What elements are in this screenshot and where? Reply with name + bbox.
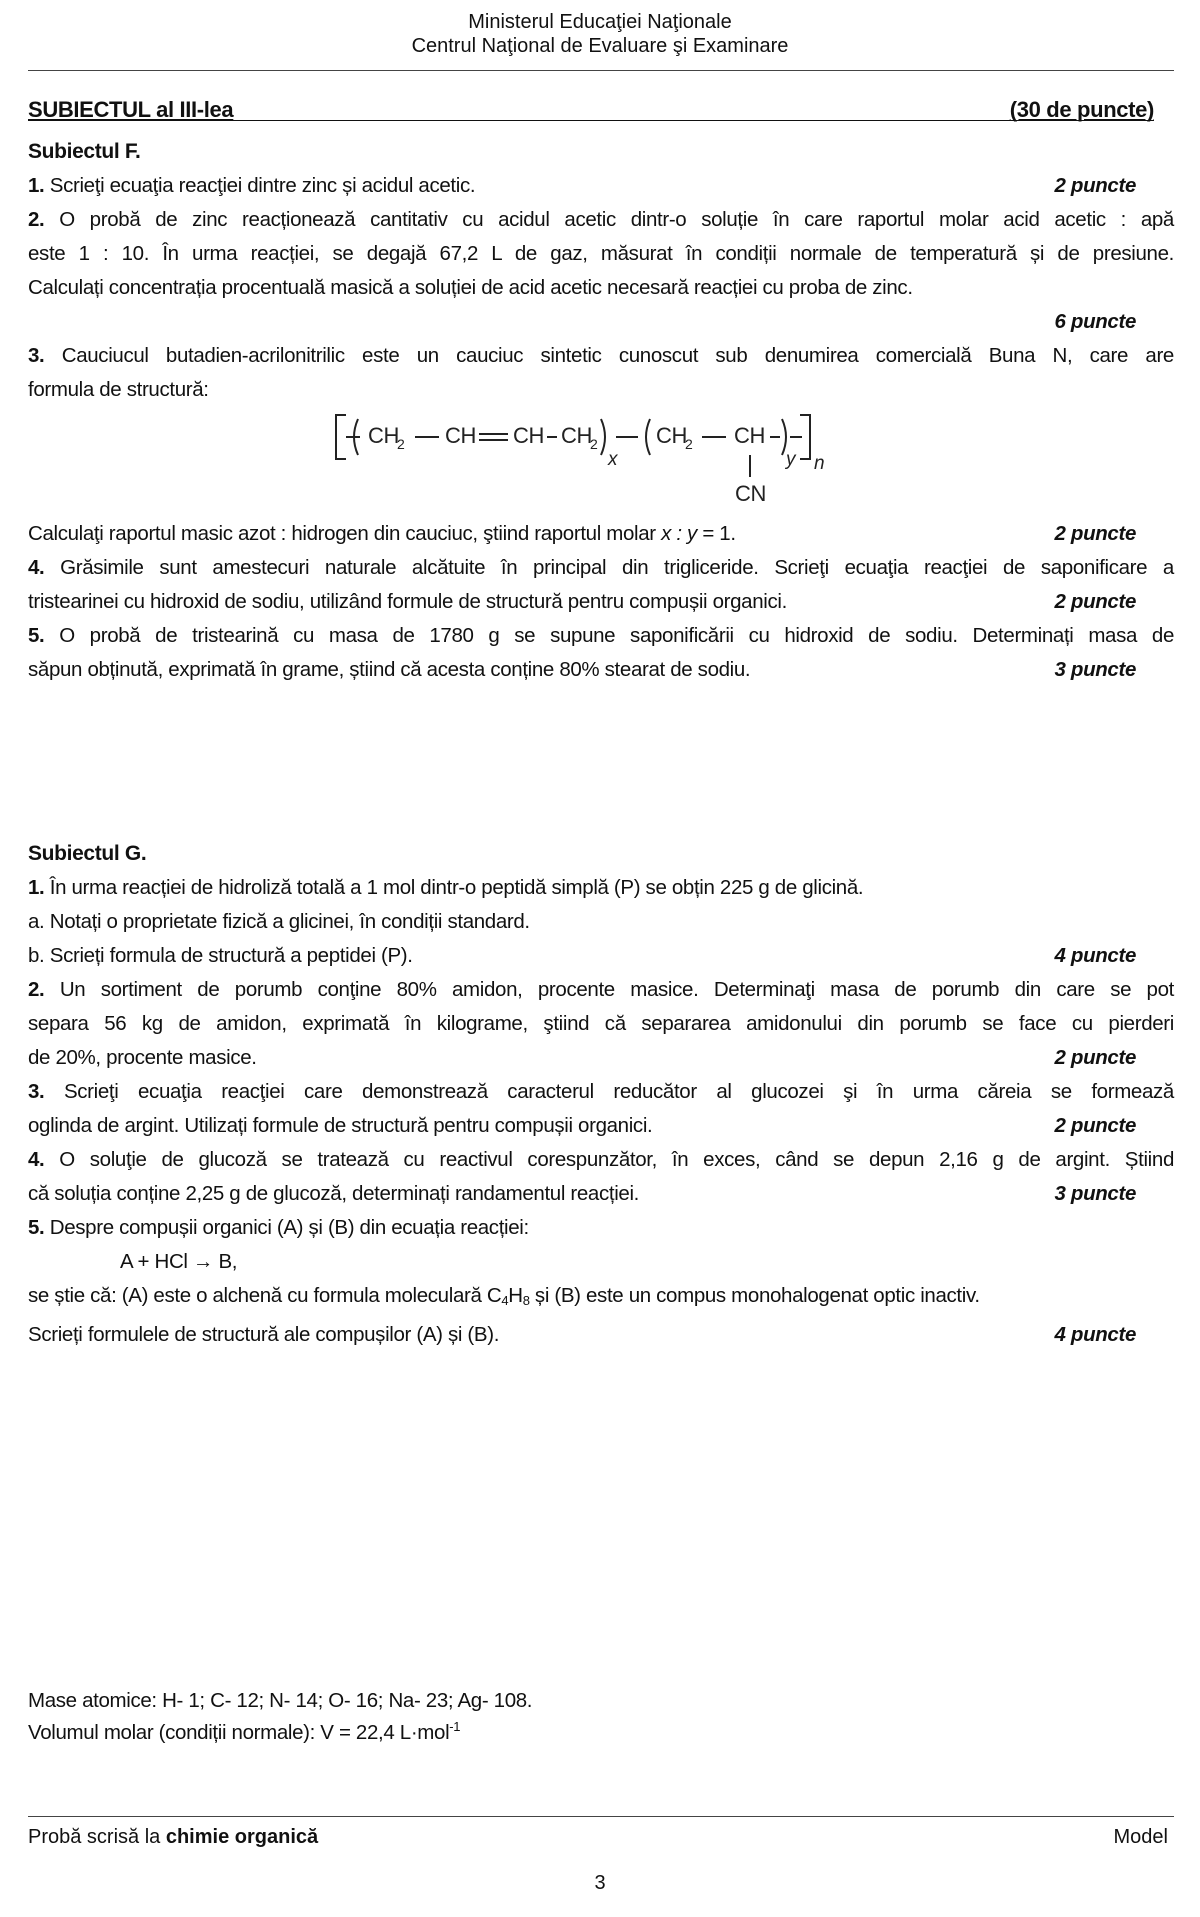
question-f2-line1: 2. O probă de zinc reacționează cantitativ cu acidul acetic dintr-o soluție în care raportul molar acid acetic : apă [28, 208, 1174, 231]
points-f5: 3 puncte [1054, 658, 1136, 681]
points-g3: 2 puncte [1054, 1114, 1136, 1137]
subject-f-block [28, 93, 1174, 687]
question-g1-b: b. Scrieți formula de structură a peptidei (P). 4 puncte [28, 939, 1174, 973]
points-g4: 3 puncte [1054, 1182, 1136, 1205]
footer-model-label: Model [1113, 1826, 1168, 1848]
formula-ch-1: CH [445, 423, 477, 448]
points-f3: 2 puncte [1054, 522, 1136, 545]
formula-n: n [814, 453, 825, 474]
ministry-name: Ministerul Educaţiei Naţionale [468, 11, 732, 33]
formula-ch-2: CH [513, 423, 545, 448]
footer-divider [28, 1816, 1174, 1817]
subject-underline [28, 120, 1154, 121]
question-g1-line1: 1. În urma reacției de hidroliză totală a 1 mol dintr-o peptidă simplă (P) se obțin 225 g de glicină. [28, 876, 864, 899]
question-f1: 1. Scrieţi ecuaţia reacţiei dintre zinc și acidul acetic. 2 puncte [28, 169, 1174, 203]
formula-x: x [608, 449, 618, 470]
section-g-title: Subiectul G. [28, 842, 147, 865]
question-g4-line2: că soluția conține 2,25 g de glucoză, determinați randamentul reacției. 3 puncte [28, 1177, 1174, 1211]
points-f4: 2 puncte [1054, 590, 1136, 613]
question-f5-line1: 5. O probă de tristearină cu masa de 1780 g se supune saponificării cu hidroxid de sodiu. Determinați masa de [28, 624, 1174, 647]
points-g5: 4 puncte [1054, 1323, 1136, 1346]
question-g2-line2: separa 56 kg de amidon, exprimată în kilograme, ştiind că separarea amidonului din porumb se face cu pierderi [28, 1012, 1174, 1035]
question-f3-line3: Calculaţi raportul masic azot : hidrogen din cauciuc, ştiind raportul molar x : y = 1. 2 puncte [28, 517, 1174, 551]
formula-ch2-1: CH [368, 423, 400, 448]
formula-sub-1: 2 [397, 436, 405, 452]
question-g5-equation: A + HCl → B, [120, 1250, 238, 1273]
footer-exam-name: Probă scrisă la chimie organică [28, 1826, 319, 1848]
subject-heading [28, 93, 1174, 127]
question-f2-points-row [28, 305, 1174, 339]
question-g1-a: a. Notați o proprietate fizică a glicinei, în condiții standard. [28, 910, 530, 933]
formula-ch2-2: CH [561, 423, 593, 448]
points-f2: 6 puncte [1054, 310, 1136, 333]
section-f-title: Subiectul F. [28, 140, 141, 163]
polymer-formula-svg [28, 407, 1174, 517]
question-f4-line1: 4. Grăsimile sunt amestecuri naturale alcătuite în principal din trigliceride. Scrieţi ecuaţia reacţiei de saponificare a [28, 556, 1174, 579]
formula-ch2-3: CH [656, 423, 688, 448]
question-f2-line3: Calculați concentrația procentuală masică a soluției de acid acetic necesară reacției cu proba de zinc. [28, 276, 913, 299]
question-f5-line2: săpun obținută, exprimată în grame, știind că acesta conține 80% stearat de sodiu. 3 puncte [28, 653, 1174, 687]
center-name: Centrul Naţional de Evaluare şi Examinare [411, 35, 789, 57]
formula-sub-2: 2 [590, 436, 598, 452]
question-f3-line2: formula de structură: [28, 378, 209, 401]
question-g3-line2: oglinda de argint. Utilizați formule de structură pentru compușii organici. 2 puncte [28, 1109, 1174, 1143]
question-g2-line1: 2. Un sortiment de porumb conţine 80% amidon, procente masice. Determinaţi masa de porumb din care se pot [28, 978, 1174, 1001]
points-f1: 2 puncte [1054, 174, 1136, 197]
formula-y: y [786, 449, 796, 470]
question-g5-line1: 5. Despre compușii organici (A) și (B) din ecuația reacției: [28, 1216, 529, 1239]
page-number: 3 [594, 1872, 606, 1894]
question-g3-line1: 3. Scrieţi ecuaţia reacţiei care demonstrează caracterul reducător al glucozei şi în urma căreia se formează [28, 1080, 1174, 1103]
page-header [0, 10, 1200, 58]
subject-title: SUBIECTUL al III-lea [28, 97, 234, 122]
subject-points: (30 de puncte) [1009, 97, 1154, 122]
points-g2: 2 puncte [1054, 1046, 1136, 1069]
buna-n-structure-formula [28, 407, 1174, 517]
points-g1: 4 puncte [1054, 944, 1136, 967]
question-g4-line1: 4. O soluţie de glucoză se tratează cu reactivul corespunzător, în exces, când se depun 2,16 g de argint. Știind [28, 1148, 1174, 1171]
molar-volume: Volumul molar (condiții normale): V = 22,4 L·mol$^{-1}$ [28, 1719, 461, 1744]
subject-g-block [28, 837, 1174, 1352]
question-g5-line3: se știe că: (A) este o alchenă cu formula moleculară $C_4H_8$ și (B) este un compus monohalogenat optic inactiv. [28, 1284, 980, 1308]
question-f3-line1: 3. Cauciucul butadien-acrilonitrilic este un cauciuc sintetic cunoscut sub denumirea comercială Buna N, care are [28, 344, 1174, 367]
question-g2-line3: de 20%, procente masice. 2 puncte [28, 1041, 1174, 1075]
formula-sub-3: 2 [685, 436, 693, 452]
question-f2-line2: este 1 : 10. În urma reacției, se degajă 67,2 L de gaz, măsurat în condiții normale de temperatură și de presiune. [28, 242, 1174, 265]
question-f4-line2: tristearinei cu hidroxid de sodiu, utilizând formule de structură pentru compușii organici. 2 puncte [28, 585, 1174, 619]
header-divider [28, 70, 1174, 71]
formula-cn: CN [735, 481, 767, 506]
formula-ch-3: CH [734, 423, 766, 448]
atomic-masses: Mase atomice: H- 1; C- 12; N- 14; O- 16; Na- 23; Ag- 108. [28, 1689, 533, 1712]
question-g5-line4: Scrieți formulele de structură ale compușilor (A) și (B). 4 puncte [28, 1318, 1174, 1352]
